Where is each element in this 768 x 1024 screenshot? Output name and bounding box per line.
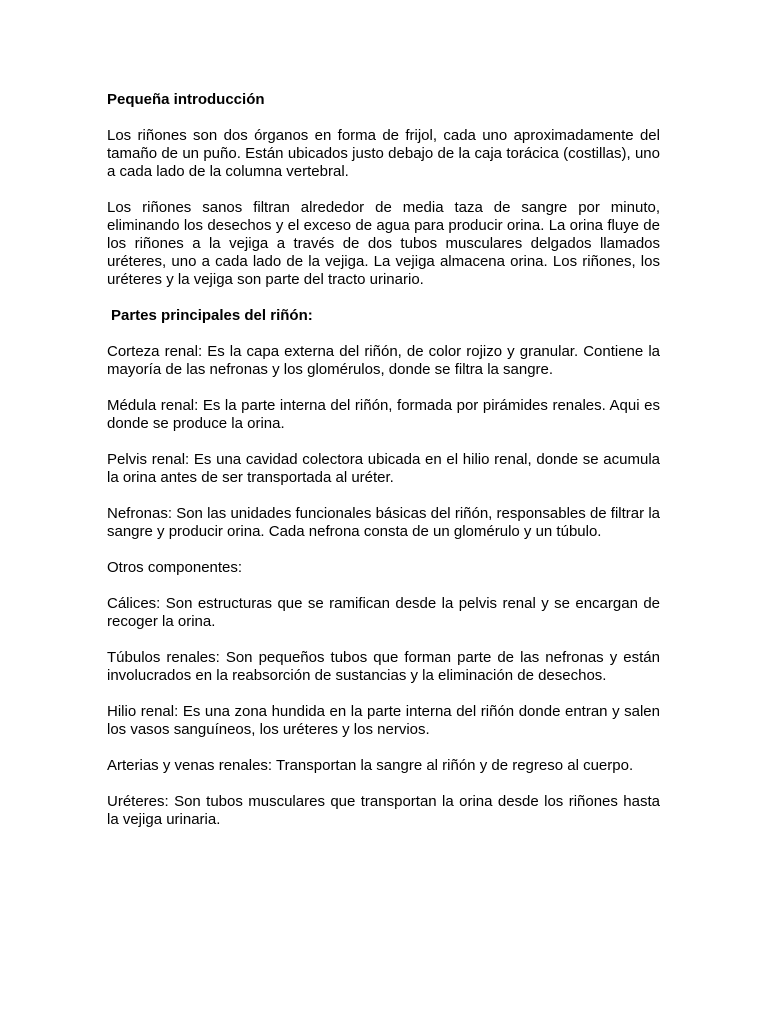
parts-paragraph-corteza: Corteza renal: Es la capa externa del riñón, de color rojizo y granular. Contiene la mayoría de las nefronas y los glomérulos, donde se filtra la sangre. [107,343,660,378]
others-paragraph-tubulos: Túbulos renales: Son pequeños tubos que forman parte de las nefronas y están involucrados en la reabsorción de sustancias y la eliminación de desechos. [107,649,660,684]
others-paragraph-arterias: Arterias y venas renales: Transportan la sangre al riñón y de regreso al cuerpo. [107,757,634,774]
intro-paragraph-2: Los riñones sanos filtran alrededor de media taza de sangre por minuto, eliminando los desechos y el exceso de agua para producir orina. La orina fluye de los riñones a la vejiga a través de dos tubos musculares delgados llamados uréteres, uno a cada lado de la vejiga. La vejiga almacena orina. Los riñones, los uréteres y la vejiga son parte del tracto urinario. [107,199,660,288]
others-paragraph-ureteres: Uréteres: Son tubos musculares que transportan la orina desde los riñones hasta la vejiga urinaria. [107,793,660,828]
others-paragraph-hilio: Hilio renal: Es una zona hundida en la parte interna del riñón donde entran y salen los vasos sanguíneos, los uréteres y los nervios. [107,703,660,738]
others-label: Otros componentes: [107,559,243,576]
intro-heading: Pequeña introducción [107,91,265,108]
document-page [107,91,660,847]
parts-paragraph-medula: Médula renal: Es la parte interna del riñón, formada por pirámides renales. Aqui es donde se produce la orina. [107,397,660,432]
parts-paragraph-nefronas: Nefronas: Son las unidades funcionales básicas del riñón, responsables de filtrar la sangre y producir orina. Cada nefrona consta de un glomérulo y un túbulo. [107,505,660,540]
parts-paragraph-pelvis: Pelvis renal: Es una cavidad colectora ubicada en el hilio renal, donde se acumula la orina antes de ser transportada al uréter. [107,451,660,486]
intro-paragraph-1: Los riñones son dos órganos en forma de frijol, cada uno aproximadamente del tamaño de un puño. Están ubicados justo debajo de la caja torácica (costillas), uno a cada lado de la columna vertebral. [107,127,660,180]
parts-heading: Partes principales del riñón: [111,307,313,324]
others-paragraph-calices: Cálices: Son estructuras que se ramifican desde la pelvis renal y se encargan de recoger la orina. [107,595,660,630]
